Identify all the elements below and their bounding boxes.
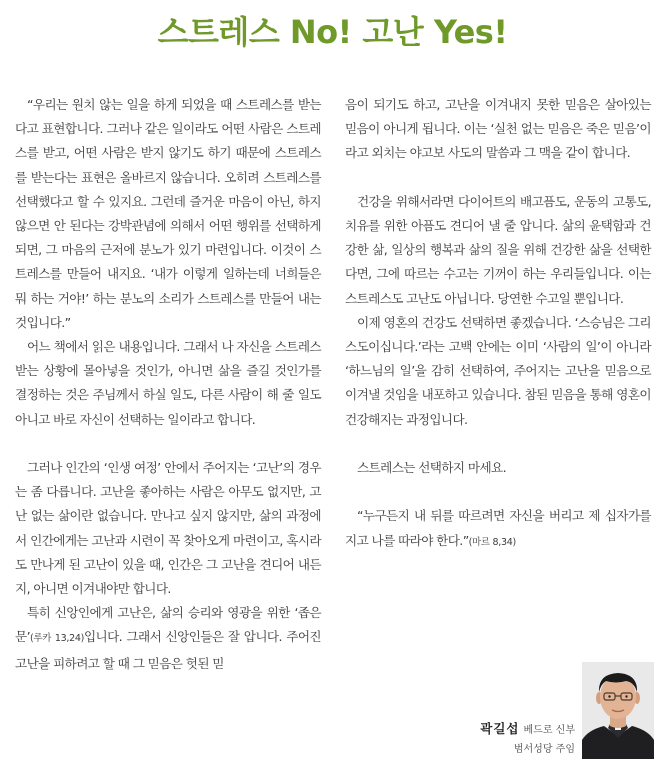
page-title: 스트레스 No! 고난 Yes! [157,13,508,51]
paragraph [15,601,321,676]
paragraph [345,504,651,554]
paragraph: 건강을 위해서라면 다이어트의 배고픔도, 운동의 고통도, 치유를 위한 아픔도 견디어 낼 줄 압니다. 삶의 윤택함과 건강한 삶, 일상의 행복과 삶의 질을 위해 건강한 삶을 선택한다면, 그에 따르는 수고는 기꺼이 하는 우리들입니다. 이는 스트레스도 고난도 아닙니다. 당연한 수고일 뿐입니다. [345,193,651,306]
paragraph-text: 입니다. 그래서 신앙인들은 잘 압니다. 주어진 고난을 피하려고 할 때 그 믿음은 헛된 믿 [15,629,321,671]
author-line [455,718,575,737]
author-role: 베드로 신부 [523,725,575,736]
paragraph: 그러나 인간의 ‘인생 여정’ 안에서 주어지는 ‘고난’의 경우는 좀 다릅니다. 고난을 좋아하는 사람은 아무도 없지만, 고난 없는 삶이란 없습니다. 만나고 싶지 않지만, 삶의 과정에서 인간에게는 고난과 시련이 꼭 찾아오게 마련이고, 혹시라도 만나게 된 고난이 있을 때, 인간은 그 고난을 견디어 내든지, 아니면 이겨내야만 합니다. [15,460,321,597]
paragraph-text: 특히 신앙인에게 고난은, 삶의 승리와 영광을 위한 ‘좁은 문’ [15,605,321,645]
scripture-reference: (마르 8,34) [468,536,516,548]
paragraph: 어느 책에서 읽은 내용입니다. 그래서 나 자신을 스트레스받는 상황에 몰아넣을 것인가, 아니면 삶을 즐길 것인가를 결정하는 것은 주님께서 하실 일도, 다른 사람이 해 줄 일도 아니고 바로 자신이 선택하는 일이라고 합니다. [15,339,321,427]
author-portrait-image [582,662,654,759]
author-block [455,718,575,755]
paragraph: 음이 되기도 하고, 고난을 이겨내지 못한 믿음은 살아있는 믿음이 아니게 됩니다. 이는 ‘실천 없는 믿음은 죽은 믿음’이라고 외치는 야고보 사도의 말씀과 그 맥을 같이 합니다. [345,97,651,161]
paragraph: 이제 영혼의 건강도 선택하면 좋겠습니다. ‘스승님은 그리스도이십니다.’라는 고백 안에는 이미 ‘사람의 일’이 아니라 ‘하느님의 일’을 감히 선택하여, 주어지는 고난을 믿음으로 이겨낼 것임을 내포하고 있습니다. 참된 믿음을 통해 영혼이 건강해지는 과정입니다. [345,314,651,427]
paragraph: 스트레스는 선택하지 마세요. [357,460,506,476]
paragraph: “우리는 원치 않는 일을 하게 되었을 때 스트레스를 받는다고 표현합니다. 그러나 같은 일이라도 어떤 사람은 스트레스를 받고, 어떤 사람은 받지 않기도 하기 때문에 스트레스를 받는다는 표현은 올바르지 않습니다. 오히려 스트레스를 선택했다고 할 수 있지요. 그런데 즐거운 마음이 아닌, 하지 않으면 안 된다는 강박관념에 의해서 어떤 행위를 선택하게 되면, 그 마음의 근저에 분노가 있기 마련입니다. 이것이 스트레스를 만들어 내지요. ‘내가 이렇게 일하는데 너희들은 뭐 하는 거야!’ 하는 분노의 소리가 스트레스를 만들어 내는 것입니다.” [15,97,321,330]
left-column [15,93,321,676]
scripture-reference: (루카 13,24) [29,633,84,645]
author-name: 곽길섭 [480,721,520,736]
author-parish: 범서성당 주임 [513,744,575,755]
right-column [345,93,651,555]
author-photo [582,662,654,759]
scripture-quote: “누구든지 내 뒤를 따르려면 자신을 버리고 제 십자가를 지고 나를 따라야 한다.” [345,508,651,548]
